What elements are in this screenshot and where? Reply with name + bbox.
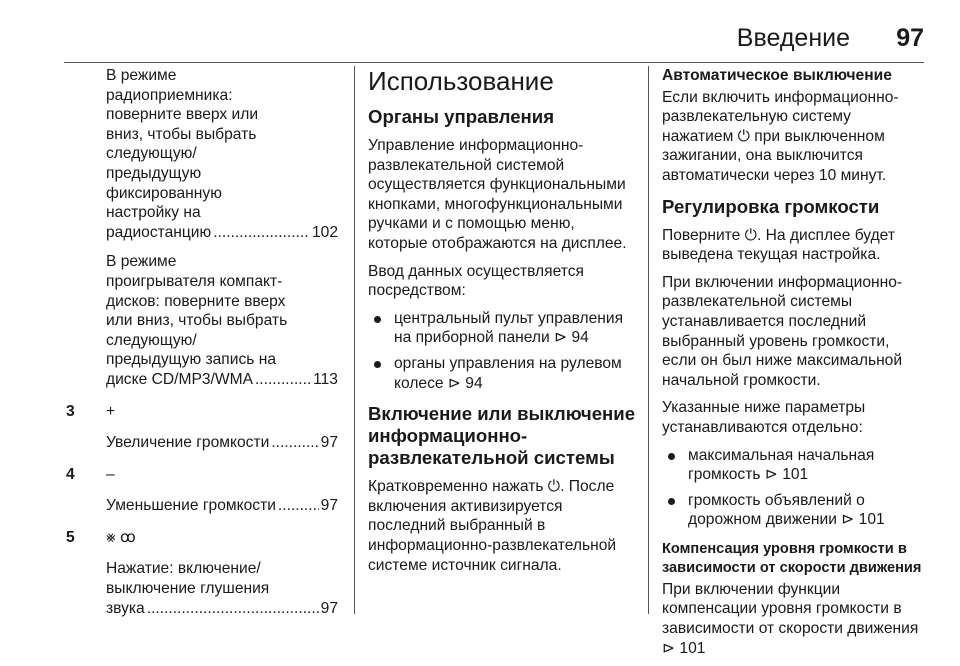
section-heading: Использование — [368, 66, 554, 96]
item-number: 4 — [66, 465, 75, 483]
plus-icon: + — [106, 402, 116, 420]
toc-entry-cd — [66, 370, 338, 390]
item-5 — [66, 528, 338, 548]
paragraph: При включении функции компенсации уровня громкости в зависимости от скорости движения ⊳ 101 — [662, 580, 919, 657]
item-3 — [66, 402, 338, 422]
column-2 — [368, 66, 638, 583]
paragraph: Указанные ниже параметры устанавливаются отдельно: — [662, 399, 866, 436]
toc-leader — [255, 370, 311, 390]
toc-leader — [278, 496, 319, 516]
subheading-speed-compensation: Компенсация уровня громкости в зависимости от скорости движения — [662, 540, 922, 576]
list-item — [368, 354, 638, 393]
column-3 — [662, 66, 926, 666]
toc-page: 113 — [313, 370, 338, 388]
minus-icon: – — [106, 465, 115, 483]
paragraph: Поверните ⏻. На дисплее будет выведена текущая настройка. — [662, 226, 895, 264]
list-item — [662, 446, 926, 485]
list-item-text: максимальная начальная громкость ⊳ 101 — [688, 446, 875, 484]
bullet-icon — [668, 498, 675, 505]
toc-label: звука — [106, 599, 145, 617]
subsection-heading-onoff: Включение или выключение информационно-развлекательной системы — [368, 403, 636, 469]
bullet-icon — [374, 361, 381, 368]
page-number: 97 — [896, 24, 924, 52]
toc-entry-mute — [66, 599, 338, 619]
paragraph: Управление информационно-развлекательной системой осуществляется функциональными кнопками, многофункциональными ручками и с помощью меню, которые отображаются на дисплее. — [368, 137, 627, 252]
entry-mute-desc: Нажатие: включение/ выключение глушения — [106, 560, 270, 598]
subsection-heading-controls: Органы управления — [368, 106, 555, 127]
page-header — [0, 24, 960, 64]
column-1 — [66, 66, 338, 618]
list-item-text: органы управления на рулевом колесе ⊳ 94 — [394, 354, 622, 392]
bullet-icon — [668, 453, 675, 460]
mute-icon: ⨳ ꝏ — [106, 528, 136, 546]
toc-entry-volume-up — [66, 433, 338, 453]
toc-label: Уменьшение громкости — [106, 497, 276, 515]
subsection-heading-volume: Регулировка громкости — [662, 195, 880, 217]
entry-cd-desc: В режиме проигрывателя компакт- дисков: поверните вверх или вниз, чтобы выбрать следующую/ предыдущую запись на — [106, 253, 288, 369]
column-divider-2 — [648, 66, 649, 614]
subheading-auto-off: Автоматическое выключение — [662, 67, 892, 84]
toc-label: диске CD/MP3/WMA — [106, 370, 253, 388]
toc-entry-volume-down — [66, 496, 338, 516]
paragraph: Ввод данных осуществляется посредством: — [368, 262, 584, 300]
paragraph: Кратковременно нажать ⏻. После включения активизируется последний выбранный в информационно-развлекательной системе источник сигнала. — [368, 478, 617, 574]
list-item — [368, 309, 638, 348]
paragraph: При включении информационно-развлекательной системы устанавливается последний выбранный уровень громкости, если он был ниже максимальной начальной громкости. — [662, 273, 903, 389]
bullet-icon — [374, 316, 381, 323]
toc-page: 102 — [311, 223, 338, 241]
entry-radio-desc: В режиме радиоприемника: поверните вверх или вниз, чтобы выбрать следующую/ предыдущую фиксированную настройку на — [106, 67, 259, 222]
list-item-text: центральный пульт управления на приборной панели ⊳ 94 — [394, 309, 624, 347]
toc-leader — [271, 433, 318, 453]
toc-leader — [147, 599, 319, 619]
item-number: 5 — [66, 528, 75, 546]
header-title: Введение — [736, 24, 850, 52]
toc-page: 97 — [320, 434, 338, 452]
toc-entry-radio — [66, 223, 338, 243]
toc-page: 97 — [320, 497, 338, 515]
item-4 — [66, 465, 338, 485]
toc-label: Увеличение громкости — [106, 434, 270, 452]
toc-label: радиостанцию — [106, 223, 212, 241]
item-number: 3 — [66, 402, 75, 420]
list-item-text: громкость объявлений о дорожном движении ⊳ 101 — [688, 491, 885, 529]
list-item — [662, 491, 926, 530]
header-rule — [64, 62, 924, 63]
bullet-list — [368, 309, 638, 393]
toc-leader — [213, 223, 310, 243]
paragraph: Если включить информационно-развлекательную систему нажатием ⏻ при выключенном зажигании, она выключится автоматически через 10 минут. — [662, 88, 899, 184]
bullet-list — [662, 446, 926, 530]
toc-page: 97 — [320, 599, 338, 617]
column-divider-1 — [354, 66, 355, 614]
